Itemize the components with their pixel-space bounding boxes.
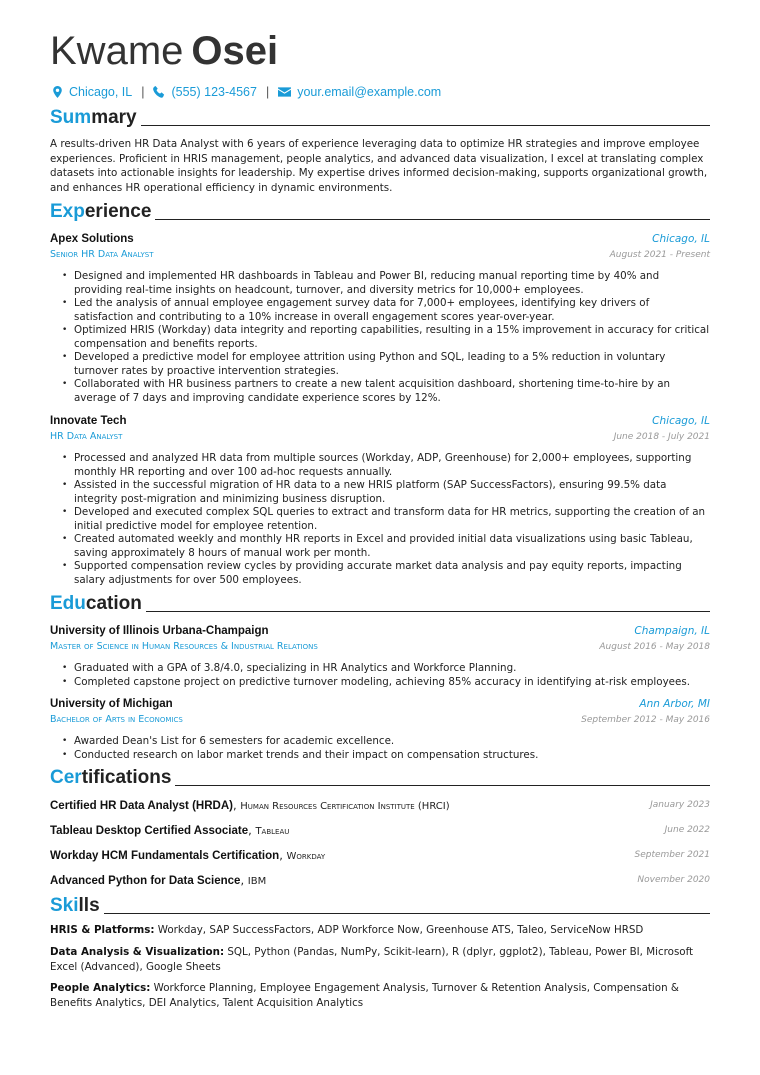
location-text: Chicago, IL — [69, 85, 133, 99]
certification-date: September 2021 — [634, 850, 710, 860]
section-title: Skills — [50, 895, 100, 916]
contact-separator: | — [141, 85, 145, 99]
list-item: • Assisted in the successful migration of HR data to a new HRIS platform (SAP SuccessFactors), ensuring 99.5% data integrity post-migration and minimizing business disruption. — [62, 479, 710, 506]
school-name: University of Illinois Urbana-Champaign — [50, 625, 269, 637]
list-item: • Created automated weekly and monthly HR reports in Excel and provided initial data visualizations using basic Tableau, saving approximately 8 hours of manual work per month. — [62, 533, 710, 560]
first-name: Kwame — [50, 29, 184, 73]
certification-name: Certified HR Data Analyst (HRDA) — [50, 800, 233, 812]
list-item: • Graduated with a GPA of 3.8/4.0, specializing in HR Analytics and Workforce Planning. — [62, 662, 710, 676]
section-rule — [146, 611, 710, 612]
skill-values: Workday, SAP SuccessFactors, ADP Workforce Now, Greenhouse ATS, Taleo, ServiceNow HRSD — [157, 924, 644, 936]
job-dates: August 2021 - Present — [609, 250, 710, 260]
job-title: HR Data Analyst — [50, 431, 123, 442]
job-dates: June 2018 - July 2021 — [613, 432, 710, 442]
section-rule — [104, 913, 710, 914]
list-item: • Supported compensation review cycles by providing accurate market data analysis and pay equity reports, impacting salary adjustments for over 500 employees. — [62, 560, 710, 587]
skill-row — [50, 945, 710, 974]
contact-line — [52, 85, 441, 99]
section-rule — [141, 125, 710, 126]
certification-item: Certified HR Data Analyst (HRDA), Human Resources Certification Institute (HRCI) January 2023 — [50, 798, 710, 812]
certification-name: Tableau Desktop Certified Associate — [50, 825, 249, 837]
summary-text: A results-driven HR Data Analyst with 6 years of experience leveraging data to optimize HR strategies and improve employee experiences. Proficient in HRIS management, people analytics, and advanced data visualization, I excel at translating complex datasets into actionable insights for leadership. My expertise drives informed decision-making, supports organizational growth, and enhances HR operational efficiency in dynamic environments. — [50, 138, 708, 194]
certification-date: November 2020 — [637, 875, 710, 885]
list-item: • Processed and analyzed HR data from multiple sources (Workday, ADP, Greenhouse) for 2,000+ employees, supporting monthly HR reporting and over 100 ad-hoc requests annually. — [62, 452, 710, 479]
list-item: • Completed capstone project on predictive turnover modeling, achieving 85% accuracy in identifying at-risk employees. — [62, 676, 710, 690]
certification-issuer: Human Resources Certification Institute (HRCI) — [240, 801, 450, 812]
list-item: • Designed and implemented HR dashboards in Tableau and Power BI, reducing manual reporting time by 40% and providing real-time insights on headcount, turnover, and diversity metrics for 10,000+ employees. — [62, 270, 710, 297]
section-certifications-heading — [50, 767, 710, 789]
experience-bullets — [62, 270, 710, 405]
section-summary-heading — [50, 107, 710, 129]
certification-name: Workday HCM Fundamentals Certification — [50, 850, 280, 862]
certification-issuer: Workday — [286, 851, 326, 862]
map-pin-icon — [52, 86, 63, 98]
section-rule — [175, 785, 710, 786]
skill-values: SQL, Python (Pandas, NumPy, Scikit-learn), R (dplyr, ggplot2), Tableau, Power BI, Microsoft Excel (Advanced), Google Sheets — [50, 946, 694, 973]
section-rule — [155, 219, 710, 220]
list-item: • Collaborated with HR business partners to create a new talent acquisition dashboard, shortening time-to-hire by an average of 7 days and improving candidate experience scores by 12%. — [62, 378, 710, 405]
skill-category: People Analytics: — [50, 982, 151, 994]
skill-category: HRIS & Platforms: — [50, 924, 155, 936]
school-dates: September 2012 - May 2016 — [581, 715, 710, 725]
certification-issuer: Tableau — [255, 826, 290, 837]
list-item: • Optimized HRIS (Workday) data integrity and reporting capabilities, resulting in a 15% improvement in accuracy for critical compensation and benefits reports. — [62, 324, 710, 351]
skill-category: Data Analysis & Visualization: — [50, 946, 225, 958]
email-link[interactable]: your.email@example.com — [297, 85, 442, 99]
last-name: Osei — [191, 29, 279, 73]
certification-date: June 2022 — [664, 825, 710, 835]
list-item: • Conducted research on labor market trends and their impact on compensation structures. — [62, 749, 710, 763]
education-entry-header — [50, 697, 710, 727]
employer-location: Chicago, IL — [652, 233, 710, 245]
section-skills-heading — [50, 895, 710, 917]
certification-issuer: IBM — [247, 876, 267, 887]
list-item: • Awarded Dean's List for 6 semesters for academic excellence. — [62, 735, 710, 749]
list-item: • Developed a predictive model for employee attrition using Python and SQL, leading to a 5% reduction in voluntary turnover rates by proactive intervention strategies. — [62, 351, 710, 378]
certification-item: Workday HCM Fundamentals Certification, Workday September 2021 — [50, 848, 710, 862]
certification-item: Tableau Desktop Certified Associate, Tableau June 2022 — [50, 823, 710, 837]
section-education-heading — [50, 593, 710, 615]
school-dates: August 2016 - May 2018 — [599, 642, 710, 652]
education-bullets — [62, 735, 710, 762]
employer-name: Innovate Tech — [50, 415, 127, 427]
education-entry-header — [50, 624, 710, 654]
section-experience-heading — [50, 201, 710, 223]
candidate-name — [50, 26, 278, 76]
job-title: Senior HR Data Analyst — [50, 249, 154, 260]
employer-name: Apex Solutions — [50, 233, 134, 245]
certification-item: Advanced Python for Data Science, IBM November 2020 — [50, 873, 710, 887]
section-title: Education — [50, 593, 142, 614]
experience-bullets — [62, 452, 710, 587]
contact-separator: | — [265, 85, 270, 99]
list-item: • Led the analysis of annual employee engagement survey data for 7,000+ employees, identifying key drivers of satisfaction and contributing to a 10% increase in overall engagement scores year-over-year. — [62, 297, 710, 324]
school-name: University of Michigan — [50, 698, 173, 710]
experience-entry-header — [50, 232, 710, 262]
section-title: Summary — [50, 107, 137, 128]
certification-date: January 2023 — [650, 800, 710, 810]
degree-title: Master of Science in Human Resources & Industrial Relations — [50, 641, 318, 652]
degree-title: Bachelor of Arts in Economics — [50, 714, 183, 725]
certification-name: Advanced Python for Data Science — [50, 875, 241, 887]
phone-text: (555) 123-4567 — [171, 85, 257, 99]
school-location: Champaign, IL — [634, 625, 710, 637]
envelope-icon — [278, 87, 291, 97]
section-title: Certifications — [50, 767, 172, 788]
skill-row — [50, 981, 710, 1010]
school-location: Ann Arbor, MI — [639, 698, 710, 710]
skill-values: Workforce Planning, Employee Engagement Analysis, Turnover & Retention Analysis, Compensation & Benefits Analytics, DEI Analytics, Talent Acquisition Analytics — [50, 982, 679, 1009]
employer-location: Chicago, IL — [652, 415, 710, 427]
education-bullets — [62, 662, 710, 689]
skill-row — [50, 923, 710, 938]
phone-icon — [153, 86, 165, 98]
list-item: • Developed and executed complex SQL queries to extract and transform data for HR metrics, supporting the creation of an initial predictive model for employee retention. — [62, 506, 710, 533]
experience-entry-header — [50, 414, 710, 444]
section-title: Experience — [50, 201, 152, 222]
